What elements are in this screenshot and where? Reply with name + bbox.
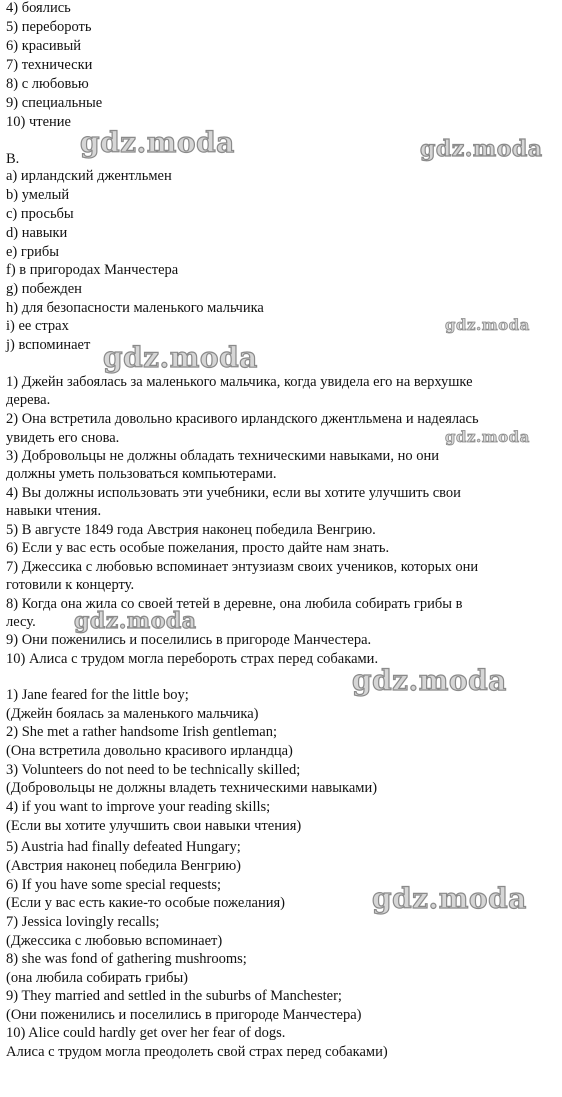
list-item: 7) технически bbox=[6, 57, 93, 73]
list-item: d) навыки bbox=[6, 225, 68, 241]
answer-line: (Они поженились и поселились в пригороде Манчестера) bbox=[6, 1007, 362, 1023]
answer-line: Алиса с трудом могла преодолеть свой страх перед собаками) bbox=[6, 1044, 388, 1060]
list-item: b) умелый bbox=[6, 187, 70, 203]
answer-line: (Если у вас есть какие-то особые пожелания) bbox=[6, 895, 286, 911]
translation-line: увидеть его снова. bbox=[6, 430, 120, 446]
watermark: gdz.moda bbox=[80, 126, 235, 159]
translation-line: 6) Если у вас есть особые пожелания, просто дайте нам знать. bbox=[6, 540, 390, 556]
answer-line: 8) she was fond of gathering mushrooms; bbox=[6, 951, 247, 967]
translation-line: должны уметь пользоваться компьютерами. bbox=[6, 466, 277, 482]
list-item: 4) боялись bbox=[6, 0, 71, 16]
answer-line: (Джессика с любовью вспоминает) bbox=[6, 933, 223, 949]
answer-line: (она любила собирать грибы) bbox=[6, 970, 189, 986]
answer-line: 3) Volunteers do not need to be technically skilled; bbox=[6, 762, 301, 778]
watermark: gdz.moda bbox=[445, 428, 530, 446]
answer-line: (Джейн боялась за маленького мальчика) bbox=[6, 706, 259, 722]
translation-line: 5) В августе 1849 года Австрия наконец победила Венгрию. bbox=[6, 522, 376, 538]
list-item: 5) перебороть bbox=[6, 19, 92, 35]
translation-line: 8) Когда она жила со своей тетей в деревне, она любила собирать грибы в bbox=[6, 596, 463, 612]
list-item: 8) с любовью bbox=[6, 76, 89, 92]
list-item: e) грибы bbox=[6, 244, 59, 260]
translation-line: 9) Они поженились и поселились в пригороде Манчестера. bbox=[6, 632, 372, 648]
translation-line: 4) Вы должны использовать эти учебники, если вы хотите улучшить свои bbox=[6, 485, 461, 501]
watermark: gdz.moda bbox=[445, 316, 530, 334]
list-item: a) ирландский джентльмен bbox=[6, 168, 172, 184]
answer-line: 5) Austria had finally defeated Hungary; bbox=[6, 839, 241, 855]
watermark: gdz.moda bbox=[74, 608, 197, 634]
list-item: 9) специальные bbox=[6, 95, 103, 111]
answer-line: (Она встретила довольно красивого ирландца) bbox=[6, 743, 293, 759]
answer-line: 2) She met a rather handsome Irish gentleman; bbox=[6, 724, 277, 740]
answer-line: 9) They married and settled in the suburbs of Manchester; bbox=[6, 988, 342, 1004]
watermark: gdz.moda bbox=[420, 136, 543, 162]
list-item: g) побежден bbox=[6, 281, 82, 297]
list-item: i) ее страх bbox=[6, 318, 69, 334]
translation-line: 2) Она встретила довольно красивого ирландского джентльмена и надеялась bbox=[6, 411, 479, 427]
answer-line: 7) Jessica lovingly recalls; bbox=[6, 914, 160, 930]
list-item: h) для безопасности маленького мальчика bbox=[6, 300, 264, 316]
translation-line: 1) Джейн забоялась за маленького мальчика, когда увидела его на верхушке bbox=[6, 374, 473, 390]
translation-line: дерева. bbox=[6, 392, 51, 408]
list-item: 6) красивый bbox=[6, 38, 81, 54]
list-item: j) вспоминает bbox=[6, 337, 91, 353]
section-heading: B. bbox=[6, 151, 20, 167]
translation-line: лесу. bbox=[6, 614, 36, 630]
answer-line: 4) if you want to improve your reading skills; bbox=[6, 799, 271, 815]
answer-line: 1) Jane feared for the little boy; bbox=[6, 687, 189, 703]
answer-line: 10) Alice could hardly get over her fear of dogs. bbox=[6, 1025, 286, 1041]
watermark: gdz.moda bbox=[103, 341, 258, 374]
translation-line: 3) Добровольцы не должны обладать техническими навыками, но они bbox=[6, 448, 439, 464]
translation-line: готовили к концерту. bbox=[6, 577, 135, 593]
list-item: c) просьбы bbox=[6, 206, 74, 222]
watermark: gdz.moda bbox=[352, 664, 507, 697]
answer-line: (Добровольцы не должны владеть техническими навыками) bbox=[6, 780, 378, 796]
answer-line: 6) If you have some special requests; bbox=[6, 877, 222, 893]
translation-line: навыки чтения. bbox=[6, 503, 102, 519]
watermark: gdz.moda bbox=[372, 882, 527, 915]
translation-line: 7) Джессика с любовью вспоминает энтузиазм своих учеников, которых они bbox=[6, 559, 479, 575]
list-item: f) в пригородах Манчестера bbox=[6, 262, 179, 278]
translation-line: 10) Алиса с трудом могла перебороть страх перед собаками. bbox=[6, 651, 379, 667]
list-item: 10) чтение bbox=[6, 114, 71, 130]
answer-line: (Австрия наконец победила Венгрию) bbox=[6, 858, 242, 874]
answer-line: (Если вы хотите улучшить свои навыки чтения) bbox=[6, 818, 302, 834]
